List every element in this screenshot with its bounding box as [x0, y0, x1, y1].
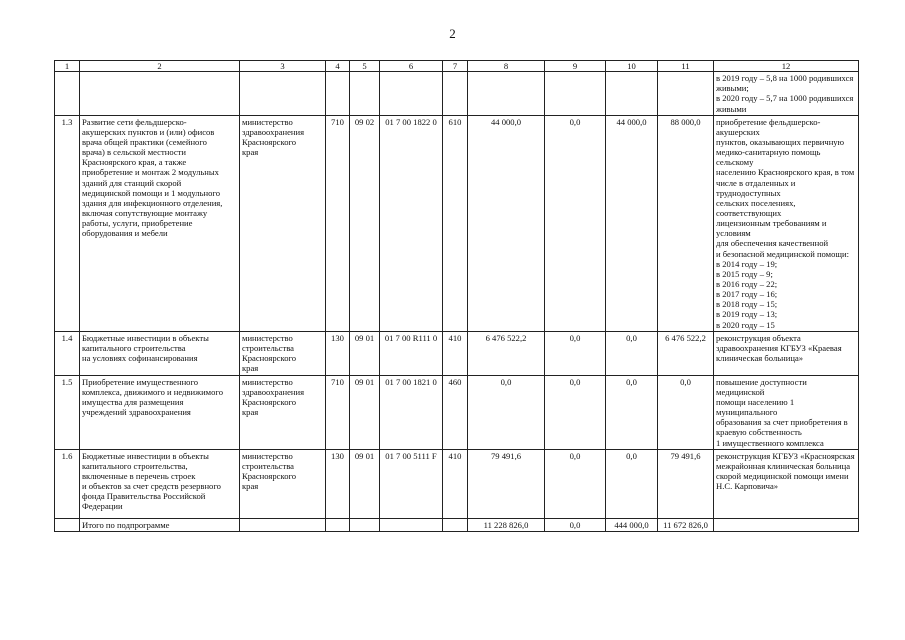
row-total: 88 000,0: [658, 115, 714, 331]
row-rzpr: 09 01: [350, 331, 380, 375]
row-admin: министерство здравоохранения Красноярского края: [240, 375, 326, 449]
header-cell: 3: [240, 61, 326, 72]
row-y2: 0,0: [545, 375, 606, 449]
row-total: 79 491,6: [658, 449, 714, 518]
total-y3: 444 000,0: [606, 518, 658, 531]
table-header-row: [55, 61, 859, 72]
row-result: приобретение фельдшерско-акушерских пунктов, оказывающих первичную медико-санитарную помощь сельскому населению Красноярского края, в том числе в отдаленных и труднодоступных сельских поселениях, соответствующих лицензионным требованиям и условиям для обеспечения качественной и безопасной медицинской помощи: в 2014 году – 19; в 2015 году – 9; в 2016 году – 22; в 2017 году – 16; в 2018 году – 15; в 2019 году – 13; в 2020 году – 15: [714, 115, 859, 331]
row-csr: 01 7 00 1821 0: [380, 375, 443, 449]
header-cell: 4: [326, 61, 350, 72]
header-cell: 5: [350, 61, 380, 72]
row-admin: министерство строительства Красноярского края: [240, 449, 326, 518]
continuation-row: [55, 72, 859, 116]
row-number: 1.3: [55, 115, 80, 331]
row-y1: 0,0: [468, 375, 545, 449]
row-y2: 0,0: [545, 331, 606, 375]
row-y2: 0,0: [545, 115, 606, 331]
header-cell: 10: [606, 61, 658, 72]
row-result: повышение доступности медицинской помощи населению 1 муниципального образования за счет приобретения в краевую собственность 1 имущественного комплекса: [714, 375, 859, 449]
header-cell: 9: [545, 61, 606, 72]
row-admin: министерство здравоохранения Красноярского края: [240, 115, 326, 331]
header-cell: 2: [80, 61, 240, 72]
row-number: 1.6: [55, 449, 80, 518]
header-cell: 12: [714, 61, 859, 72]
row-name: Приобретение имущественного комплекса, движимого и недвижимого имущества для размещения учреждений здравоохранения: [80, 375, 240, 449]
row-name: Бюджетные инвестиции в объекты капитального строительства, включенные в перечень строек и объектов за счет средств резервного фонда Правительства Российской Федерации: [80, 449, 240, 518]
row-total: 0,0: [658, 375, 714, 449]
row-y3: 0,0: [606, 449, 658, 518]
row-grbs: 130: [326, 449, 350, 518]
row-csr: 01 7 00 1822 0: [380, 115, 443, 331]
row-name: Развитие сети фельдшерско- акушерских пунктов и (или) офисов врача общей практики (семейного врача) в сельской местности Красноярского края, а также приобретение и монтаж 2 модульных зданий для станций скорой медицинской помощи и 1 модульного здания для инфекционного отделения, включая сопутствующие монтажу работы, услуги, приобретение оборудования и мебели: [80, 115, 240, 331]
row-vr: 410: [443, 449, 468, 518]
row-grbs: 710: [326, 375, 350, 449]
row-y1: 6 476 522,2: [468, 331, 545, 375]
row-vr: 610: [443, 115, 468, 331]
continuation-text: в 2019 году – 5,8 на 1000 родившихся живыми; в 2020 году – 5,7 на 1000 родившихся живыми: [714, 72, 859, 116]
row-y1: 44 000,0: [468, 115, 545, 331]
budget-table: [54, 60, 859, 532]
header-cell: 11: [658, 61, 714, 72]
table-row: [55, 331, 859, 375]
row-y3: 0,0: [606, 375, 658, 449]
table-row: [55, 449, 859, 518]
table-row: [55, 375, 859, 449]
total-label: Итого по подпрограмме: [80, 518, 240, 531]
header-cell: 8: [468, 61, 545, 72]
row-y3: 44 000,0: [606, 115, 658, 331]
row-y1: 79 491,6: [468, 449, 545, 518]
total-sum: 11 672 826,0: [658, 518, 714, 531]
row-y2: 0,0: [545, 449, 606, 518]
total-y2: 0,0: [545, 518, 606, 531]
row-rzpr: 09 02: [350, 115, 380, 331]
row-grbs: 710: [326, 115, 350, 331]
row-result: реконструкция объекта здравоохранения КГБУЗ «Краевая клиническая больница»: [714, 331, 859, 375]
row-number: 1.4: [55, 331, 80, 375]
row-result: реконструкция КГБУЗ «Красноярская межрайонная клиническая больница скорой медицинской помощи имени Н.С. Карповича»: [714, 449, 859, 518]
row-number: 1.5: [55, 375, 80, 449]
header-cell: 6: [380, 61, 443, 72]
row-csr: 01 7 00 R111 0: [380, 331, 443, 375]
row-grbs: 130: [326, 331, 350, 375]
row-vr: 460: [443, 375, 468, 449]
row-total: 6 476 522,2: [658, 331, 714, 375]
row-rzpr: 09 01: [350, 375, 380, 449]
total-y1: 11 228 826,0: [468, 518, 545, 531]
row-rzpr: 09 01: [350, 449, 380, 518]
header-cell: 1: [55, 61, 80, 72]
row-y3: 0,0: [606, 331, 658, 375]
total-row: [55, 518, 859, 531]
row-csr: 01 7 00 5111 F: [380, 449, 443, 518]
row-vr: 410: [443, 331, 468, 375]
row-admin: министерство строительства Красноярского края: [240, 331, 326, 375]
page-number: 2: [449, 26, 456, 41]
table-row: [55, 115, 859, 331]
header-cell: 7: [443, 61, 468, 72]
row-name: Бюджетные инвестиции в объекты капитального строительства на условиях софинансирования: [80, 331, 240, 375]
